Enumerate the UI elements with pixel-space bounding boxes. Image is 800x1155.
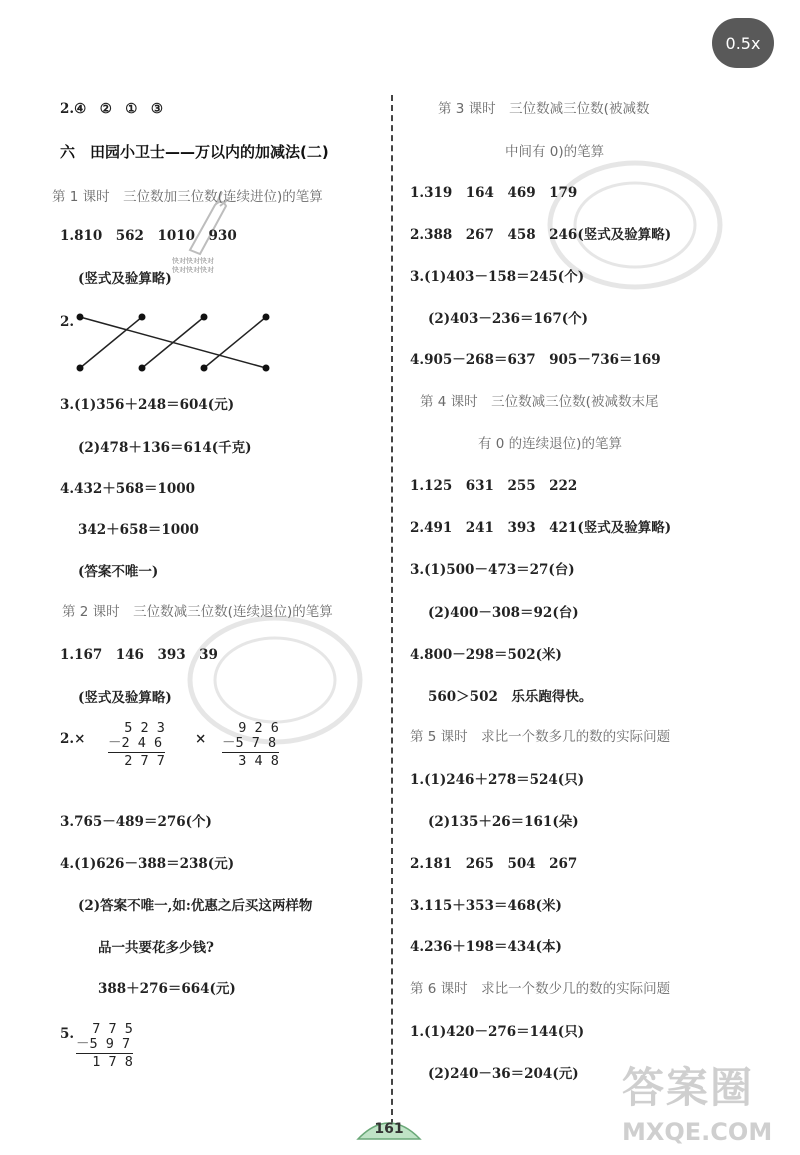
lesson-heading: 第 2 课时 三位数减三位数(连续退位)的笔算 <box>62 604 333 620</box>
answer-line: (竖式及验算略) <box>78 271 172 287</box>
answer-line: (2)答案不唯一,如:优惠之后买这两样物 <box>78 898 313 914</box>
calc-row: 2 7 7 <box>108 753 165 769</box>
answer-line: 3.765－489＝276(个) <box>60 814 212 830</box>
lesson-heading: 有 0 的连续退位)的笔算 <box>478 436 622 452</box>
answer-line: 1.(1)246＋278＝524(只) <box>410 772 585 788</box>
lesson-heading: 第 3 课时 三位数减三位数(被减数 <box>438 101 650 117</box>
answer-line: × <box>195 731 207 747</box>
answer-line: 2.④ ② ① ③ <box>60 101 164 117</box>
answer-line: 560＞502 乐乐跑得快。 <box>428 689 593 705</box>
answer-line: 1.125 631 255 222 <box>410 478 578 494</box>
answer-line: 3.(1)356＋248＝604(元) <box>60 397 235 413</box>
watermark-logo: 答案圈 <box>622 1063 755 1112</box>
lesson-heading: 第 1 课时 三位数加三位数(连续进位)的笔算 <box>52 189 323 205</box>
watermark-url: MXQE.COM <box>622 1118 773 1146</box>
answer-line: 2.× <box>60 731 86 747</box>
answer-line: 4.905－268＝637 905－736＝169 <box>410 352 661 368</box>
calc-row: 3 4 8 <box>222 753 279 769</box>
stamp-text: 快对快对快对 <box>172 257 214 265</box>
stamp-text: 快对快对快对 <box>172 266 214 274</box>
page-number-badge <box>356 1113 422 1141</box>
lesson-heading: 第 5 课时 求比一个数多几的数的实际问题 <box>410 729 671 745</box>
calc-row: 7 7 5 <box>76 1021 133 1037</box>
answer-line: 5. <box>60 1026 75 1042</box>
answer-line: 3.(1)500－473＝27(台) <box>410 562 575 578</box>
answer-line: (2)478＋136＝614(千克) <box>78 440 252 456</box>
lesson-heading: 第 6 课时 求比一个数少几的数的实际问题 <box>410 981 671 997</box>
answer-line: 2.181 265 504 267 <box>410 856 578 872</box>
vertical-calculation <box>108 721 165 769</box>
answer-line: 1.319 164 469 179 <box>410 185 578 201</box>
answer-line: 388＋276＝664(元) <box>98 981 236 997</box>
calc-row: －2 4 6 <box>108 735 163 751</box>
answer-line: 品一共要花多少钱? <box>98 940 214 956</box>
calc-row: －5 7 8 <box>222 735 277 751</box>
answer-line: 4.432＋568＝1000 <box>60 481 196 497</box>
answer-line: (竖式及验算略) <box>78 690 172 706</box>
answer-line: 2.491 241 393 421(竖式及验算略) <box>410 520 672 536</box>
answer-line: 2.388 267 458 246(竖式及验算略) <box>410 227 672 243</box>
answer-line: 4.236＋198＝434(本) <box>410 939 562 955</box>
answer-line: 4.(1)626－388＝238(元) <box>60 856 235 872</box>
lesson-heading: 中间有 0)的笔算 <box>505 144 605 160</box>
answer-line: 3.115＋353＝468(米) <box>410 898 562 914</box>
answer-line: 3.(1)403－158＝245(个) <box>410 269 585 285</box>
answer-line: 2. <box>60 314 75 330</box>
calc-row: 9 2 6 <box>222 720 279 736</box>
answer-line: 1.810 562 1010 930 <box>60 228 237 244</box>
answer-line: (2)135＋26＝161(朵) <box>428 814 579 830</box>
answer-line: (答案不唯一) <box>78 564 159 580</box>
calc-row: 5 2 3 <box>108 720 165 736</box>
calc-row: －5 9 7 <box>76 1036 131 1052</box>
matching-lines-diagram <box>70 305 280 380</box>
calc-row: 1 7 8 <box>76 1054 133 1070</box>
answer-line: 1.(1)420－276＝144(只) <box>410 1024 585 1040</box>
lesson-heading: 第 4 课时 三位数减三位数(被减数末尾 <box>420 394 659 410</box>
playback-speed-button[interactable]: 0.5x <box>712 18 774 68</box>
answer-line: 1.167 146 393 39 <box>60 647 218 663</box>
answer-line: 342＋658＝1000 <box>78 522 199 538</box>
answer-line: (2)403－236＝167(个) <box>428 311 588 327</box>
column-divider <box>391 95 393 1125</box>
answer-line: (2)400－308＝92(台) <box>428 605 579 621</box>
answer-line: 4.800－298＝502(米) <box>410 647 562 663</box>
unit-title: 六 田园小卫士——万以内的加减法(二) <box>60 143 329 161</box>
vertical-calculation <box>76 1022 133 1070</box>
vertical-calculation <box>222 721 279 769</box>
answer-line: (2)240－36＝204(元) <box>428 1066 579 1082</box>
page-number: 161 <box>374 1121 404 1137</box>
